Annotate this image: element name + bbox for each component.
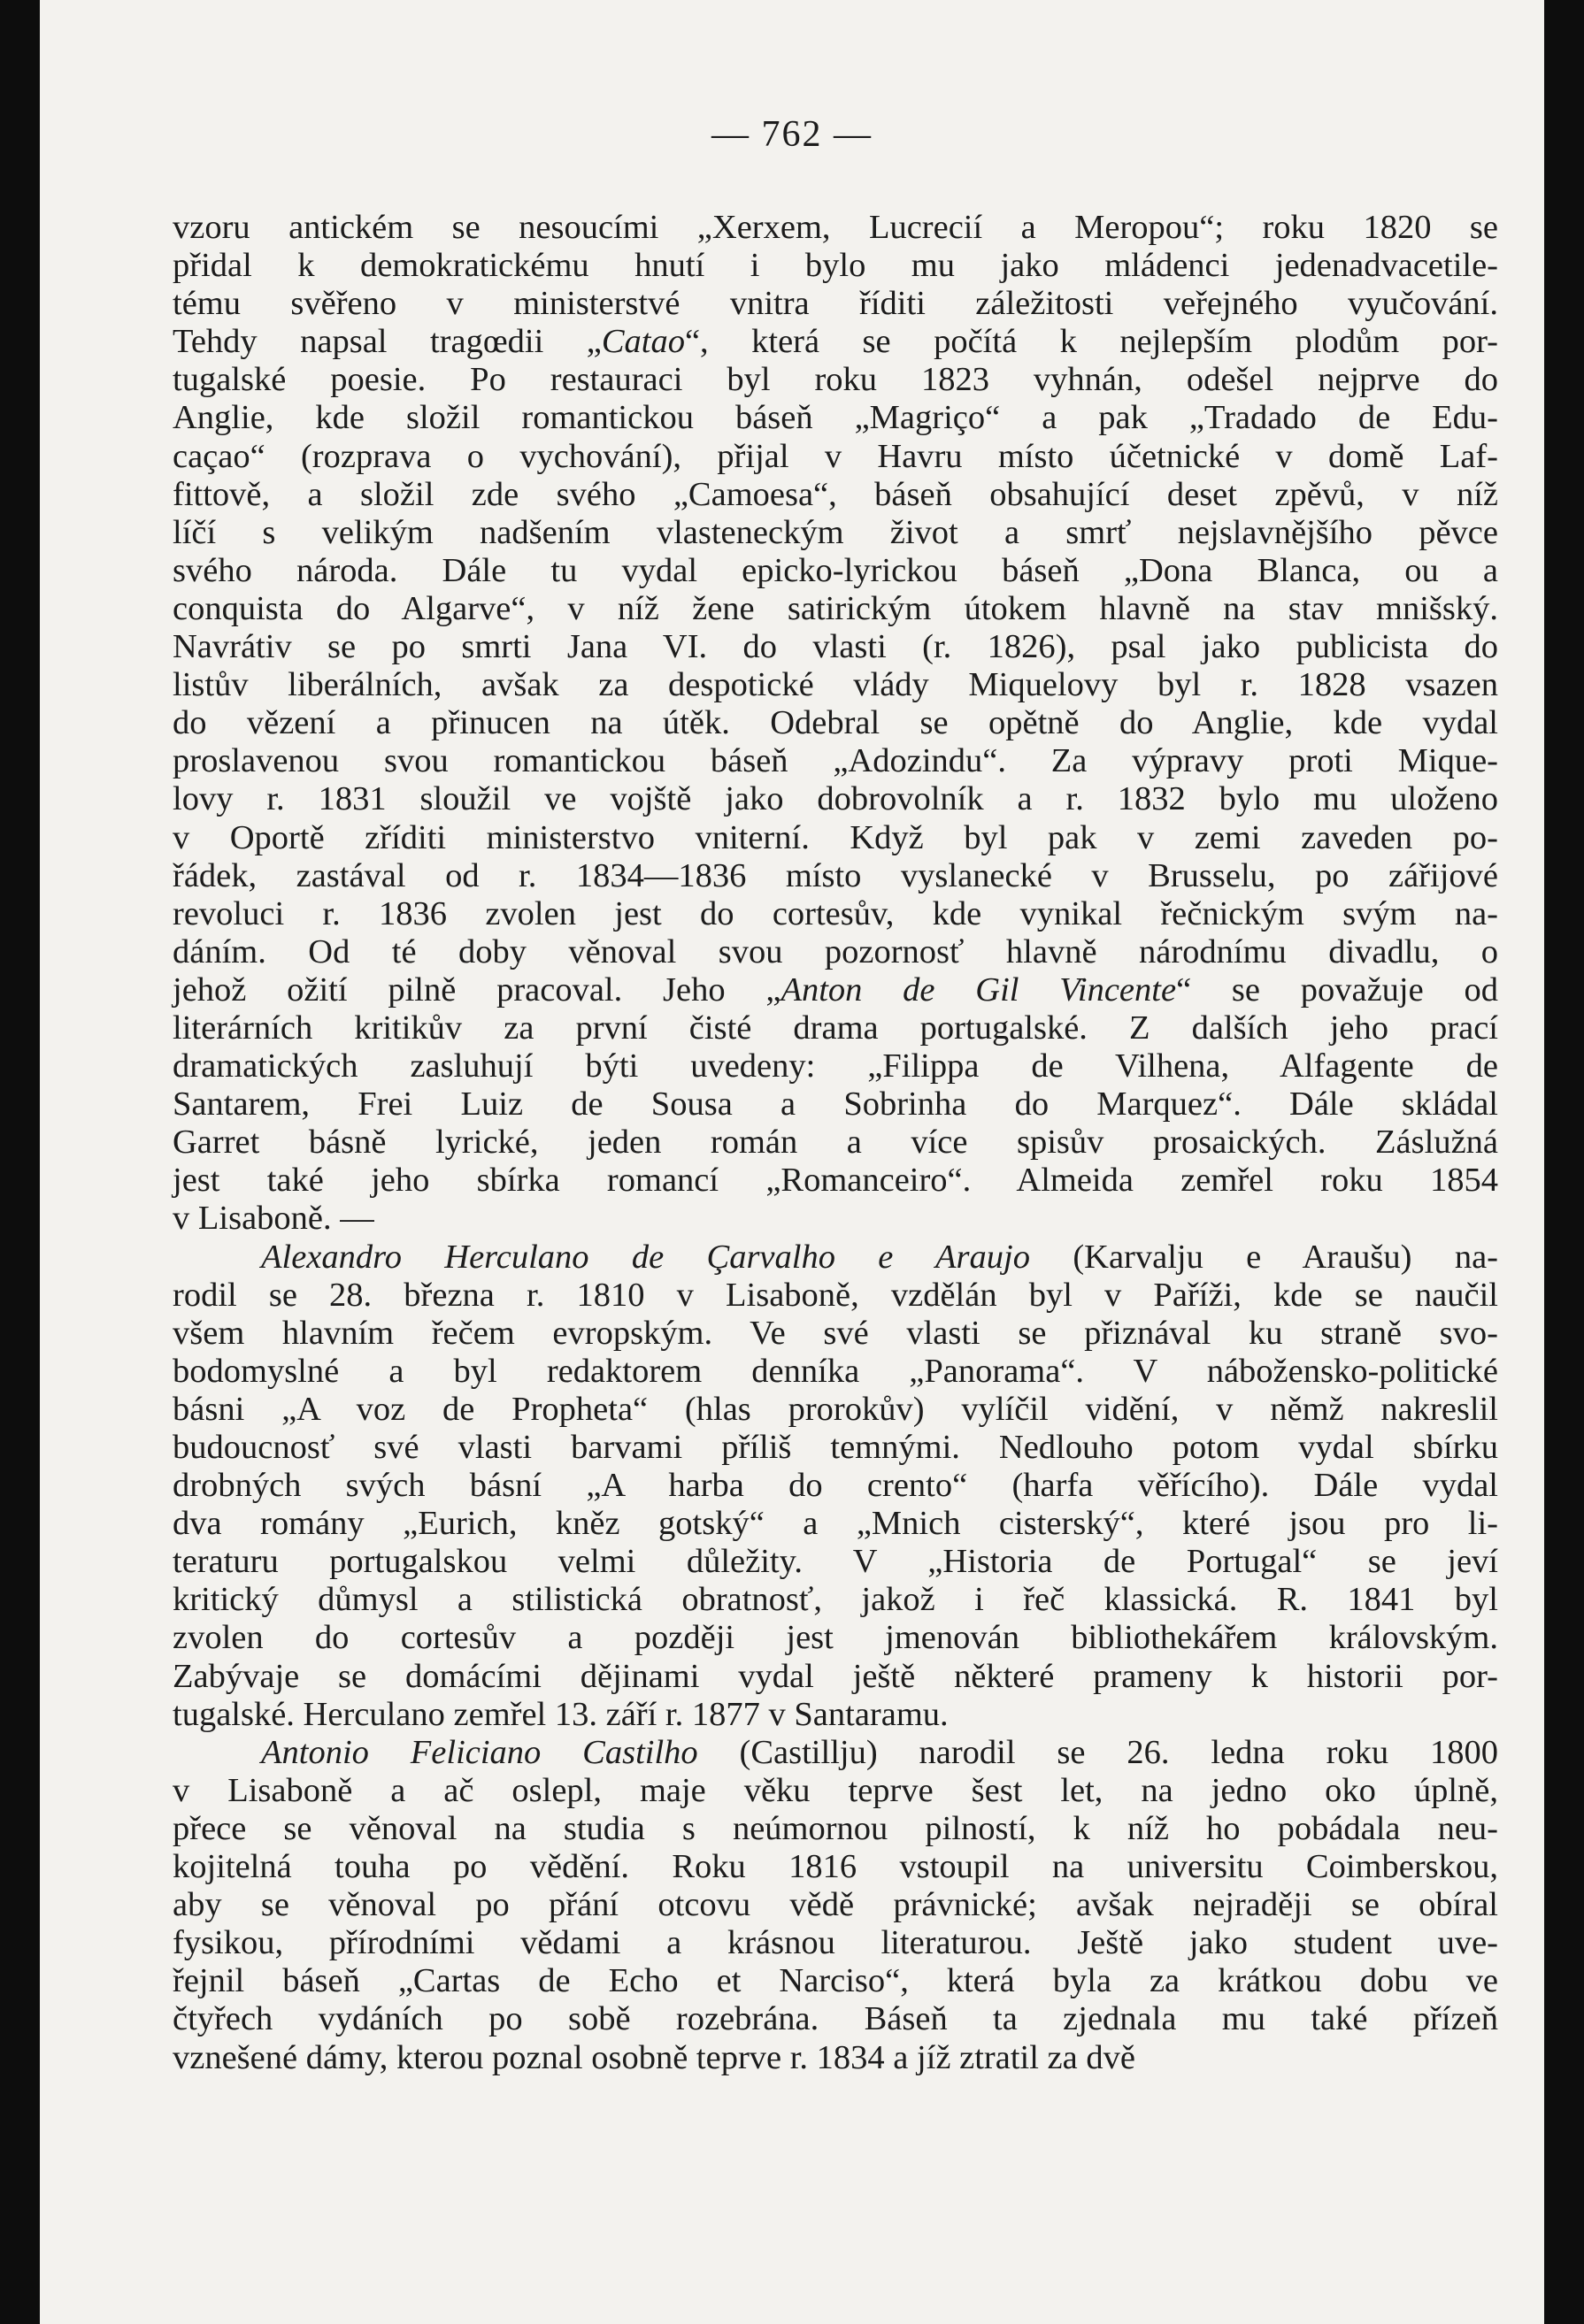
text-segment: revoluci r. 1836 zvolen jest do cortesův, kde vynikal řečnickým svým na-	[173, 894, 1498, 932]
text-segment: vzoru antickém se nesoucími „Xerxem, Lucrecií a Meropou“; roku 1820 se	[173, 209, 1498, 246]
text-line	[173, 1886, 1498, 1924]
text-line	[173, 704, 1498, 742]
text-segment: tému svěřeno v ministerstvé vnitra říditi záležitosti veřejného vyučování.	[173, 285, 1498, 323]
text-segment: jest také jeho sbírka romancí „Romanceiro“. Almeida zemřel roku 1854	[173, 1162, 1498, 1200]
text-segment: tugalské poesie. Po restauraci byl roku 1823 vyhnán, odešel nejprve do	[173, 361, 1498, 399]
text-segment: Santarem, Frei Luiz de Sousa a Sobrinha do Marquez“. Dále skládal	[173, 1085, 1498, 1124]
text-segment: teraturu portugalskou velmi důležity. V „Historia de Portugal“ se jeví	[173, 1543, 1498, 1581]
text-line	[173, 1391, 1498, 1429]
text-segment: v Lisaboně. —	[173, 1200, 374, 1238]
text-line	[173, 1277, 1498, 1315]
italic-name: Antonio Feliciano Castilho	[261, 1733, 698, 1771]
book-page	[40, 0, 1544, 2324]
page-number: — 762 —	[711, 114, 873, 155]
text-line	[173, 628, 1498, 666]
text-segment: Zabývaje se domácími dějinami vydal ještě některé prameny k historii por-	[173, 1657, 1498, 1695]
text-line	[173, 1848, 1498, 1886]
text-line	[173, 552, 1498, 590]
text-segment: fysikou, přírodními vědami a krásnou literaturou. Ještě jako student uve-	[173, 1924, 1498, 1962]
text-line	[173, 1962, 1498, 2000]
text-segment: (Castillju) narodil se 26. ledna roku 1800	[697, 1733, 1498, 1771]
text-segment: řejnil báseň „Cartas de Echo et Narciso“, která byla za krátkou dobu ve	[173, 1962, 1498, 2000]
text-line	[173, 819, 1498, 857]
text-segment: čtyřech vydáních po sobě rozebrána. Báseň ta zjednala mu také přízeň	[173, 2000, 1498, 2038]
text-segment: jehož ožití pilně pracoval. Jeho „	[173, 970, 781, 1009]
text-line	[173, 1772, 1498, 1810]
text-line	[173, 780, 1498, 818]
text-line	[173, 1619, 1498, 1657]
text-line	[173, 247, 1498, 285]
text-segment: conquista do Algarve“, v níž žene satirickým útokem hlavně na stav mnišský.	[173, 589, 1498, 627]
text-line	[173, 209, 1498, 247]
text-line	[173, 1810, 1498, 1848]
text-segment: lovy r. 1831 sloužil ve vojště jako dobrovolník a r. 1832 bylo mu uloženo	[173, 780, 1498, 818]
italic-name: Catao	[601, 323, 685, 361]
text-line	[173, 1658, 1498, 1696]
text-segment: listův liberálních, avšak za despotické vlády Miquelovy byl r. 1828 vsazen	[173, 666, 1498, 704]
text-segment: “, která se počítá k nejlepším plodům por-	[684, 323, 1498, 361]
text-line	[173, 1734, 1498, 1772]
text-segment: v Lisaboně a ač oslepl, maje věku teprve šest let, na jedno oko úplně,	[173, 1771, 1498, 1809]
text-line	[173, 323, 1498, 361]
text-line	[173, 1162, 1498, 1200]
text-segment: drobných svých básní „A harba do crento“ (harfa věřícího). Dále vydal	[173, 1467, 1498, 1505]
text-segment: svého národa. Dále tu vydal epicko-lyrickou báseň „Dona Blanca, ou a	[173, 551, 1498, 589]
text-segment: rodil se 28. března r. 1810 v Lisaboně, vzdělán byl v Paříži, kde se naučil	[173, 1276, 1498, 1314]
text-line	[173, 1009, 1498, 1047]
text-segment: zvolen do cortesův a později jest jmenován bibliothekářem královským.	[173, 1619, 1498, 1657]
page-text	[173, 209, 1498, 2077]
text-segment: vznešené dámy, kterou poznal osobně teprve r. 1834 a jíž ztratil za dvě	[173, 2038, 1135, 2076]
text-line	[173, 1085, 1498, 1124]
text-line	[173, 590, 1498, 628]
text-segment: dramatických zasluhují býti uvedeny: „Filippa de Vilhena, Alfagente de	[173, 1047, 1498, 1085]
text-segment: Garret básně lyrické, jeden román a více spisův prosaických. Záslužná	[173, 1124, 1498, 1162]
text-segment: (Karvalju e Araušu) na-	[1029, 1238, 1498, 1276]
text-segment: kritický důmysl a stilistická obratnosť, jakož i řeč klassická. R. 1841 byl	[173, 1581, 1498, 1619]
text-segment: caçao“ (rozprava o vychování), přijal v Havru místo účetnické v domě Laf-	[173, 437, 1498, 475]
text-line	[173, 399, 1498, 437]
text-line	[173, 1239, 1498, 1277]
text-segment: proslavenou svou romantickou báseň „Adozindu“. Za výpravy proti Mique-	[173, 742, 1498, 780]
text-line	[173, 1124, 1498, 1162]
text-segment: přece se věnoval na studia s neúmornou pilností, k níž ho pobádala neu-	[173, 1809, 1498, 1847]
text-segment: Tehdy napsal tragœdii „	[173, 323, 602, 361]
text-line	[173, 1429, 1498, 1467]
text-segment: Anglie, kde složil romantickou báseň „Magriço“ a pak „Tradado de Edu-	[173, 399, 1498, 437]
text-segment: v Oportě zříditi ministerstvo vniterní. Když byl pak v zemi zaveden po-	[173, 818, 1498, 856]
text-line	[173, 933, 1498, 971]
text-line	[173, 1467, 1498, 1505]
text-line	[173, 1924, 1498, 1962]
text-segment: dáním. Od té doby věnoval svou pozornosť hlavně národnímu divadlu, o	[173, 932, 1498, 970]
text-segment: literárních kritikův za první čisté drama portugalské. Z dalších jeho prací	[173, 1009, 1498, 1047]
text-segment: všem hlavním řečem evropským. Ve své vlasti se přiznával ku straně svo-	[173, 1314, 1498, 1352]
text-line	[173, 1047, 1498, 1085]
text-line	[173, 857, 1498, 895]
text-segment: líčí s velikým nadšením vlasteneckým život a smrť nejslavnějšího pěvce	[173, 513, 1498, 551]
text-line	[173, 1543, 1498, 1581]
text-segment: “ se považuje od	[1176, 970, 1498, 1009]
text-line	[173, 895, 1498, 933]
text-line	[173, 514, 1498, 552]
text-line	[173, 2039, 1498, 2077]
text-segment: aby se věnoval po přání otcovu vědě právnické; avšak nejraději se obíral	[173, 1886, 1498, 1924]
text-segment: kojitelná touha po vědění. Roku 1816 vstoupil na universitu Coimberskou,	[173, 1848, 1498, 1886]
text-line	[173, 361, 1498, 399]
text-line	[173, 1505, 1498, 1543]
italic-name: Alexandro Herculano de Çarvalho e Araujo	[261, 1238, 1030, 1276]
text-segment: bodomyslné a byl redaktorem denníka „Panorama“. V nábožensko-politické	[173, 1352, 1498, 1390]
text-line	[173, 2000, 1498, 2038]
text-segment: Navrátiv se po smrti Jana VI. do vlasti (r. 1826), psal jako publicista do	[173, 628, 1498, 666]
text-segment: básni „A voz de Propheta“ (hlas prorokův) vylíčil vidění, v němž nakreslil	[173, 1390, 1498, 1428]
text-line	[173, 476, 1498, 514]
text-segment: do vězení a přinucen na útěk. Odebral se opětně do Anglie, kde vydal	[173, 704, 1498, 742]
text-line	[173, 1581, 1498, 1619]
text-line	[173, 971, 1498, 1009]
text-segment: přidal k demokratickému hnutí i bylo mu jako mládenci jedenadvacetile-	[173, 247, 1498, 285]
text-line	[173, 285, 1498, 323]
text-segment: dva romány „Eurich, kněz gotský“ a „Mnich cisterský“, které jsou pro li-	[173, 1505, 1498, 1543]
text-segment: budoucnosť své vlasti barvami příliš temnými. Nedlouho potom vydal sbírku	[173, 1429, 1498, 1466]
text-line	[173, 742, 1498, 780]
text-segment: řádek, zastával od r. 1834—1836 místo vyslanecké v Brusselu, po zářijové	[173, 856, 1498, 894]
text-line	[173, 1200, 1498, 1238]
text-line	[173, 1315, 1498, 1353]
text-line	[173, 666, 1498, 704]
text-line	[173, 1353, 1498, 1391]
italic-name: Anton de Gil Vincente	[780, 970, 1177, 1009]
text-line	[173, 1696, 1498, 1734]
text-segment: tugalské. Herculano zemřel 13. září r. 1877 v Santaramu.	[173, 1695, 949, 1733]
text-line	[173, 438, 1498, 476]
text-segment: fittově, a složil zde svého „Camoesa“, báseň obsahující deset zpěvů, v níž	[173, 475, 1498, 513]
